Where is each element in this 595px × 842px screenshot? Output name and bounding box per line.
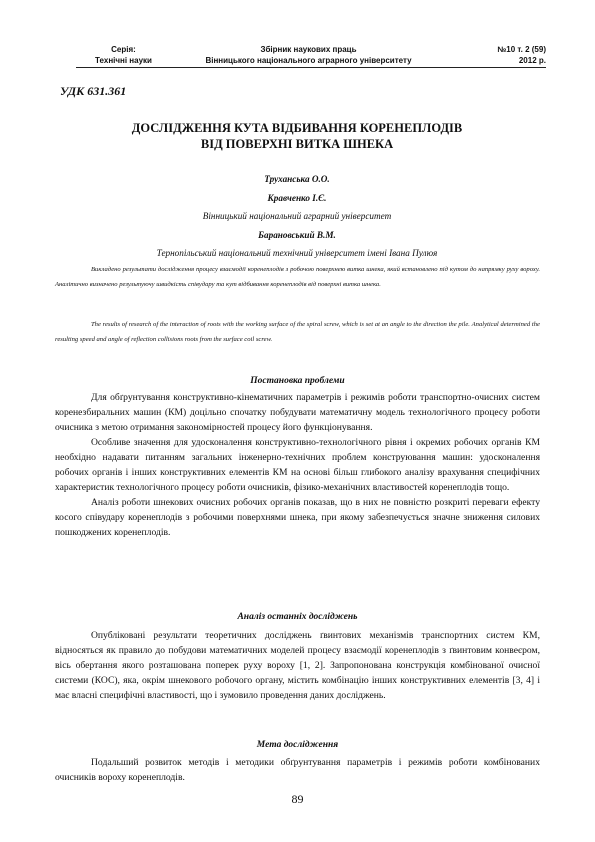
affiliation-2: Тернопільський національний технічний університет імені Івана Пулюя [156,248,438,258]
author-1: Труханська О.О. [264,174,330,184]
title-line1: ДОСЛІДЖЕННЯ КУТА ВІДБИВАННЯ КОРЕНЕПЛОДІВ [131,121,463,135]
header-issue-line1: №10 т. 2 (59) [497,45,546,54]
author-3: Барановський В.М. [258,229,336,240]
section-heading-analysis: Аналіз останніх досліджень [237,612,358,622]
paragraph: Для обґрунтування конструктивно-кінематичних параметрів і режимів роботи транспортно-очисних систем коренезбиральних машин (КМ) доцільно спочатку побудувати математичну модель технологічного процесу роботи очисника з метою отримання закономірностей процесу його функціонування. [55,392,540,433]
section-body-goal [55,755,540,785]
udk-code: УДК 631.361 [60,84,127,98]
header-journal-line2: Вінницького національного аграрного університету [205,56,412,65]
header-issue [446,44,546,66]
header-journal-line1: Збірник наукових праць [260,45,357,54]
header-series [76,44,171,66]
title-line2: ВІД ПОВЕРХНІ ВИТКА ШНЕКА [200,137,394,151]
page-number: 89 [291,792,304,806]
article-title [60,120,534,152]
authors-block [40,170,554,263]
section-heading-goal: Мета дослідження [256,740,339,750]
abstract-english: The results of research of the interaction of roots with the working surface of the spiral screw, which is set at an angle to the direction the pile. Analytical determined the resulting speed and angle of reflection collisions roots from the surface coil screw. [55,321,540,343]
abstract-ukrainian: Викладено результати дослідження процесу взаємодії коренеплодів з робочою поверхнею витка шнека, який встановлено під кутом до напрямку руху вороху. Аналітично визначено результуючу швидкість співудару та кут відбивання коренеплодів від поверхні витка шнека. [55,266,540,288]
header-journal [186,44,431,66]
header-issue-line2: 2012 р. [518,56,546,65]
paragraph: Особливе значення для удосконалення конструктивно-технологічного рівня і окремих робочих органів КМ необхідно надавати питанням загальних інженерно-технічних проблем конструювання машин: удосконалення робочих органів і інших конструктивних елементів КМ на основі більш глибокого аналізу врахування специфічних характеристик технологічного процесу роботи очисників, фізико-механічних властивостей коренеплодів тощо. [55,437,540,493]
paragraph: Подальший розвиток методів і методики обґрунтування параметрів і режимів роботи комбінованих очисників вороху коренеплодів. [55,757,540,783]
section-body-problem [55,390,540,540]
affiliation-1: Вінницький національний аграрний університет [202,211,392,221]
author-2: Кравченко І.Є. [267,192,327,203]
section-heading-problem: Постановка проблеми [250,376,345,386]
header-series-value: Технічні науки [95,56,152,65]
header-rule [76,67,546,68]
header-series-label: Серія: [111,45,136,54]
section-body-analysis [55,628,540,703]
paragraph: Опубліковані результати теоретичних досліджень ґвинтових механізмів транспортних систем КМ, відносяться як правило до побудови математичних моделей процесу взаємодії коренеплодів з ґвинтовим конвеєром, вісь обертання якого розташована поперек руху вороху [1, 2]. Запропонована конструкція комбінованої очисної системи (КОС), яка, окрім шнекового робочого органу, містить комбінацію інших конструктивних елементів [3, 4] і має власні специфічні властивості, що і зумовило проведення даних досліджень. [55,630,540,701]
paragraph: Аналіз роботи шнекових очисних робочих органів показав, що в них не повністю розкриті переваги ефекту косого співудару коренеплодів з робочими поверхнями шнека, при якому забезпечується значне зниження силових пошкоджених коренеплодів. [55,497,540,538]
